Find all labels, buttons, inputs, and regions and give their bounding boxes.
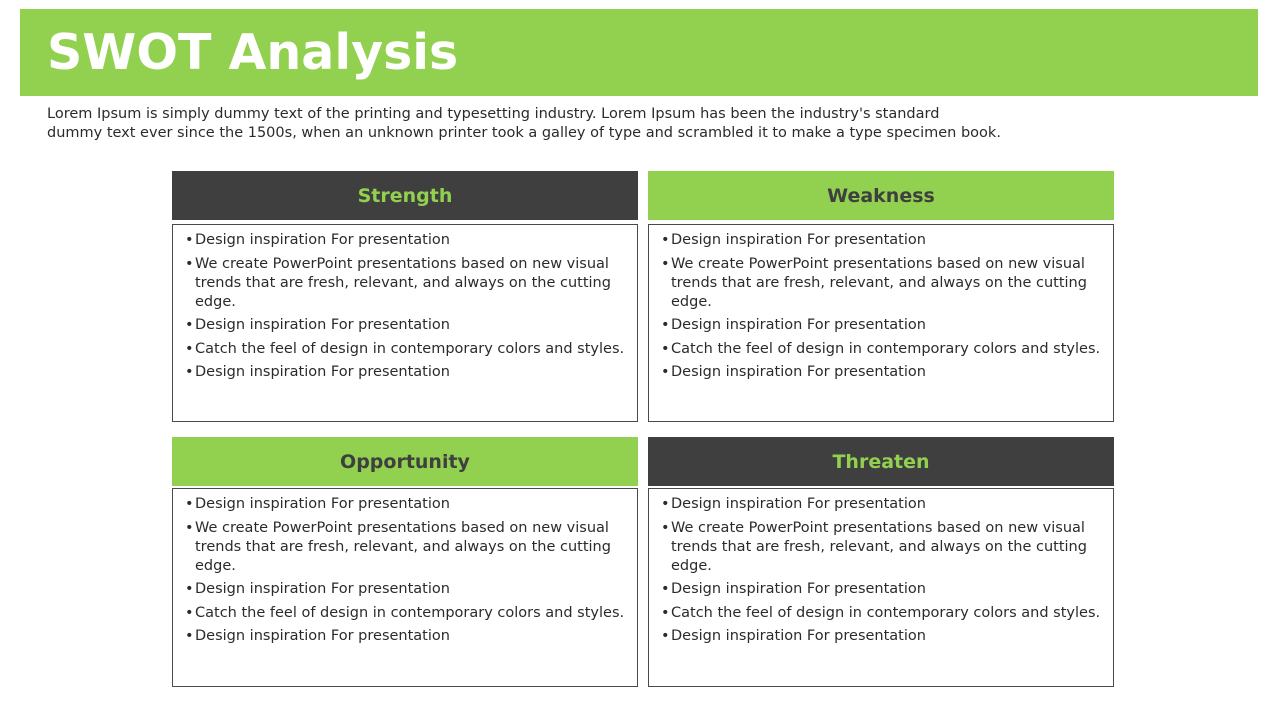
list-item: • Design inspiration For presentation	[661, 627, 1103, 646]
page-title: SWOT Analysis	[47, 24, 459, 81]
quadrant-weakness-body	[648, 224, 1114, 422]
quadrant-strength	[172, 171, 638, 422]
list-item: • Design inspiration For presentation	[185, 231, 627, 250]
list-item: • Design inspiration For presentation	[185, 495, 627, 514]
list-item: • We create PowerPoint presentations based on new visual trends that are fresh, relevant, and always on the cutting edge.	[185, 255, 627, 312]
quadrant-threaten-body	[648, 488, 1114, 687]
list-item: • Design inspiration For presentation	[185, 580, 627, 599]
list-item: • Catch the feel of design in contemporary colors and styles.	[661, 340, 1103, 359]
list-item: • We create PowerPoint presentations based on new visual trends that are fresh, relevant, and always on the cutting edge.	[661, 519, 1103, 576]
quadrant-opportunity-body	[172, 488, 638, 687]
intro-line-1: Lorem Ipsum is simply dummy text of the printing and typesetting industry. Lorem Ipsum has been the industry's standard	[47, 106, 940, 122]
quadrant-weakness-list	[661, 231, 1103, 382]
list-item: • Design inspiration For presentation	[185, 316, 627, 335]
quadrant-threaten	[648, 437, 1114, 687]
quadrant-opportunity	[172, 437, 638, 687]
list-item: • Design inspiration For presentation	[185, 627, 627, 646]
quadrant-strength-list	[185, 231, 627, 382]
list-item: • Design inspiration For presentation	[661, 316, 1103, 335]
list-item: • Catch the feel of design in contemporary colors and styles.	[185, 340, 627, 359]
intro-text	[47, 105, 1007, 143]
quadrant-opportunity-list	[185, 495, 627, 646]
quadrant-strength-header: Strength	[172, 171, 638, 220]
title-bar	[20, 9, 1258, 96]
list-item: • Design inspiration For presentation	[661, 495, 1103, 514]
intro-line-2: dummy text ever since the 1500s, when an unknown printer took a galley of type and scrambled it to make a type specimen book.	[47, 125, 1001, 141]
list-item: • Design inspiration For presentation	[661, 363, 1103, 382]
quadrant-weakness-header: Weakness	[648, 171, 1114, 220]
quadrant-opportunity-header: Opportunity	[172, 437, 638, 486]
quadrant-weakness	[648, 171, 1114, 422]
quadrant-strength-body	[172, 224, 638, 422]
list-item: • Design inspiration For presentation	[661, 231, 1103, 250]
list-item: • Catch the feel of design in contemporary colors and styles.	[185, 604, 627, 623]
quadrant-threaten-header: Threaten	[648, 437, 1114, 486]
list-item: • Design inspiration For presentation	[661, 580, 1103, 599]
quadrant-threaten-list	[661, 495, 1103, 646]
list-item: • We create PowerPoint presentations based on new visual trends that are fresh, relevant, and always on the cutting edge.	[661, 255, 1103, 312]
list-item: • Catch the feel of design in contemporary colors and styles.	[661, 604, 1103, 623]
list-item: • We create PowerPoint presentations based on new visual trends that are fresh, relevant, and always on the cutting edge.	[185, 519, 627, 576]
list-item: • Design inspiration For presentation	[185, 363, 627, 382]
